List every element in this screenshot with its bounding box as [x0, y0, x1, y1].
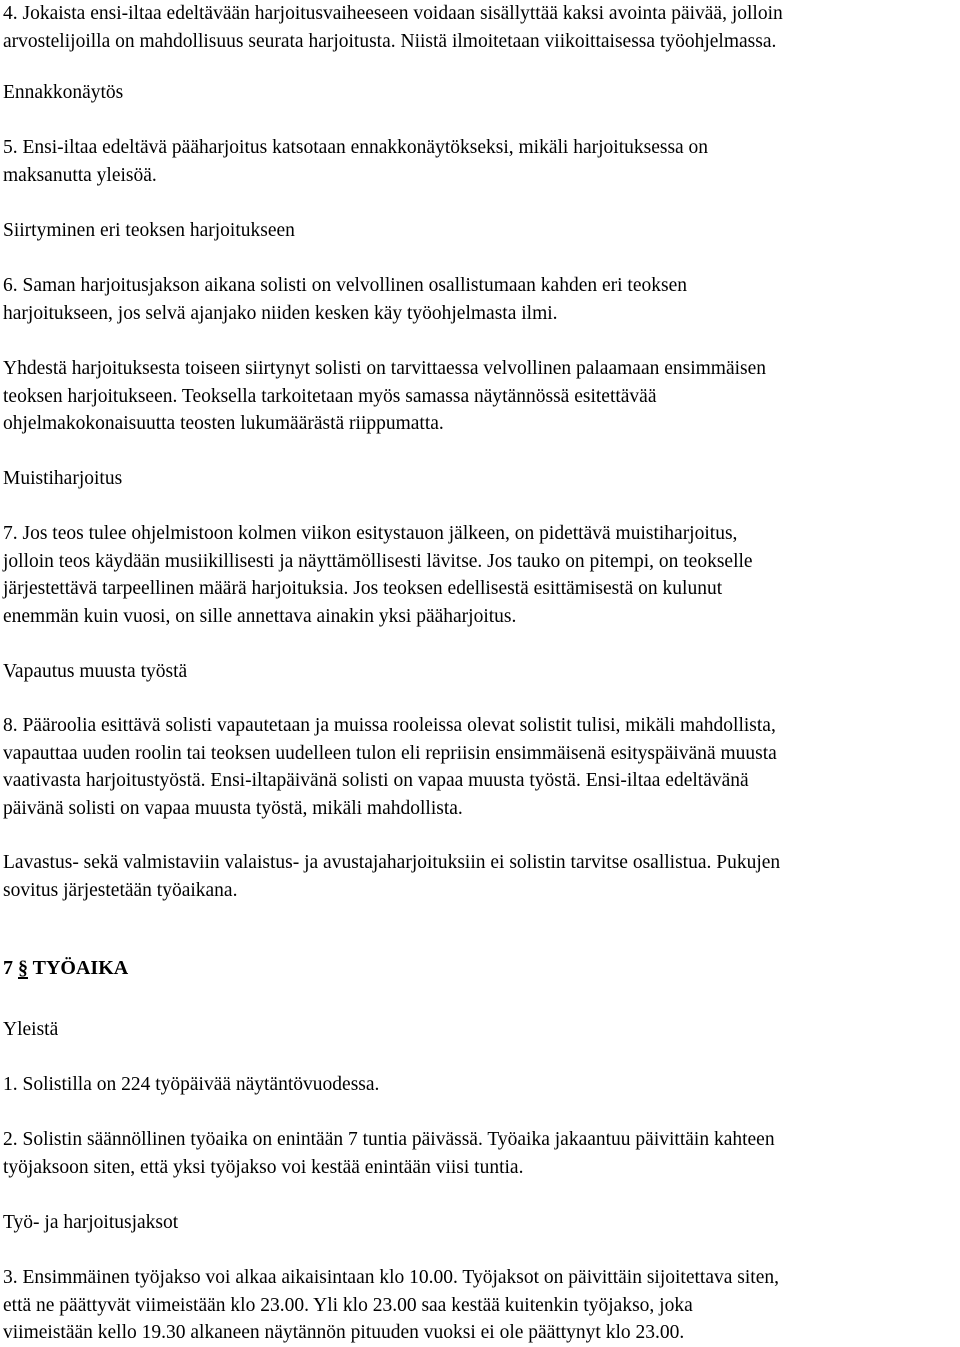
text-line: järjestettävä tarpeellinen määrä harjoituksia. Jos teoksen edellisestä esittämisestä on kulunut — [3, 578, 723, 599]
text-line: arvostelijoilla on mahdollisuus seurata harjoitusta. Niistä ilmoitetaan viikoittaisessa työohjelmassa. — [3, 30, 777, 52]
text-line: 8. Pääroolia esittävä solisti vapautetaan ja muissa rooleissa olevat solistit tulisi, mikäli mahdollista, — [3, 715, 776, 736]
text-line: työjaksoon siten, että yksi työjakso voi kestää enintään viisi tuntia. — [3, 1156, 524, 1178]
section-title: TYÖAIKA — [32, 957, 129, 979]
text-line: 5. Ensi-iltaa edeltävä pääharjoitus katsotaan ennakkonäytökseksi, mikäli harjoituksessa on — [3, 137, 709, 158]
text-line: jolloin teos käydään musiikillisesti ja näyttämöllisesti lävitse. Jos tauko on pitempi, on teokselle — [3, 550, 753, 572]
paragraph-s7-1 — [3, 1071, 953, 1099]
text-line: teoksen harjoitukseen. Teoksella tarkoitetaan myös samassa näytännössä esitettävää — [3, 385, 657, 407]
paragraph-5 — [3, 134, 953, 189]
text-line: sovitus järjestetään työaikana. — [3, 879, 238, 901]
subheading-yleista: Yleistä — [3, 1019, 59, 1040]
text-line: vaativasta harjoitustyöstä. Ensi-iltapäivänä solisti on vapaa muusta työstä. Ensi-iltaa edeltävänä — [3, 770, 749, 791]
subheading-tyojaksot: Työ- ja harjoitusjaksot — [3, 1212, 179, 1233]
paragraph-8 — [3, 712, 953, 822]
text-line: päivänä solisti on vapaa muusta työstä, mikäli mahdollista. — [3, 797, 463, 819]
text-line: Yhdestä harjoituksesta toiseen siirtynyt solisti on tarvittaessa velvollinen palaamaan ensimmäisen — [3, 358, 767, 379]
subheading-siirtyminen: Siirtyminen eri teoksen harjoitukseen — [3, 220, 295, 241]
section-number: 7 — [3, 957, 13, 979]
paragraph-8b — [3, 849, 953, 904]
paragraph-6 — [3, 272, 953, 327]
paragraph-6b — [3, 355, 953, 438]
text-line: maksanutta yleisöä. — [3, 164, 157, 186]
paragraph-s7-3 — [3, 1264, 953, 1347]
subheading-ennakkonaytos: Ennakkonäytös — [3, 82, 124, 103]
subheading-vapautus: Vapautus muusta työstä — [3, 661, 188, 682]
text-line: ohjelmakokonaisuutta teosten lukumäärästä riippumatta. — [3, 413, 444, 434]
text-line: 6. Saman harjoitusjakson aikana solisti on velvollinen osallistumaan kahden eri teoksen — [3, 275, 687, 296]
text-line: Lavastus- sekä valmistaviin valaistus- ja avustajaharjoituksiin ei solistin tarvitse osallistua. Pukujen — [3, 852, 781, 873]
section-symbol: § — [18, 957, 28, 979]
text-line: 3. Ensimmäinen työjakso voi alkaa aikaisintaan klo 10.00. Työjaksot on päivittäin sijoitettava siten, — [3, 1267, 779, 1288]
text-line: vapauttaa uuden roolin tai teoksen uudelleen tulon eli repriisin ensimmäisenä esityspäivänä muusta — [3, 742, 777, 764]
paragraph-4 — [3, 0, 953, 55]
text-line: 1. Solistilla on 224 työpäivää näytäntövuodessa. — [3, 1074, 380, 1095]
text-line: viimeistään kello 19.30 alkaneen näytännön pituuden vuoksi ei ole päättynyt klo 23.00. — [3, 1322, 685, 1343]
text-line: enemmän kuin vuosi, on sille annettava ainakin yksi pääharjoitus. — [3, 605, 517, 627]
text-line: että ne päättyvät viimeistään klo 23.00. Yli klo 23.00 saa kestää kuitenkin työjakso, joka — [3, 1294, 693, 1316]
section-heading-7 — [3, 955, 953, 983]
text-line: 4. Jokaista ensi-iltaa edeltävään harjoitusvaiheeseen voidaan sisällyttää kaksi avointa päivää, jolloin — [3, 3, 783, 24]
text-line: 7. Jos teos tulee ohjelmistoon kolmen viikon esitystauon jälkeen, on pidettävä muistiharjoitus, — [3, 523, 738, 544]
text-line: harjoitukseen, jos selvä ajanjako niiden kesken käy työohjelmasta ilmi. — [3, 302, 558, 324]
paragraph-7 — [3, 520, 953, 630]
text-line: 2. Solistin säännöllinen työaika on enintään 7 tuntia päivässä. Työaika jakaantuu päivittäin kahteen — [3, 1129, 775, 1150]
paragraph-s7-2 — [3, 1126, 953, 1181]
subheading-muistiharjoitus: Muistiharjoitus — [3, 468, 123, 489]
